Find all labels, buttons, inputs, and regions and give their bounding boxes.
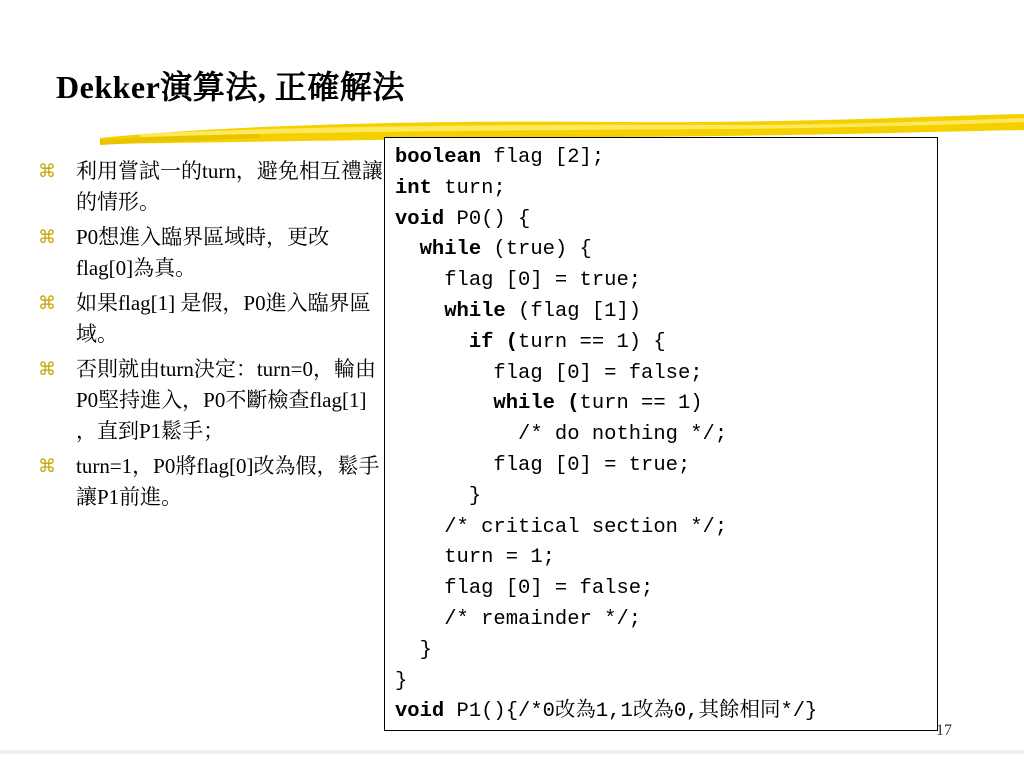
bullet-icon: ⌘	[38, 293, 56, 314]
code-keyword: while	[444, 299, 506, 323]
code-keyword: while (	[493, 392, 580, 416]
code-keyword: int	[395, 176, 432, 200]
code-line: }	[395, 669, 408, 693]
bullet-list	[38, 156, 383, 517]
code-line: while (true) {	[419, 238, 592, 262]
code-keyword: while	[419, 238, 482, 262]
code-line: }	[468, 484, 482, 508]
code-block	[384, 137, 938, 731]
code-line: int turn;	[395, 176, 506, 200]
bullet-item	[38, 156, 383, 218]
code-line: flag [0] = false;	[444, 577, 654, 601]
slide-title: Dekker演算法, 正確解法	[56, 69, 405, 105]
bullet-item	[38, 288, 383, 350]
code-line: turn = 1;	[444, 546, 555, 570]
code-line: /* critical section */;	[444, 515, 728, 539]
footer-divider	[0, 750, 1024, 754]
bullet-item	[38, 451, 383, 513]
code-line: flag [0] = true;	[444, 269, 642, 293]
bullet-icon: ⌘	[38, 456, 56, 477]
bullet-item	[38, 354, 383, 447]
code-line: flag [0] = true;	[493, 453, 691, 477]
code-line: while (flag [1])	[444, 299, 642, 323]
bullet-text: 如果flag[1] 是假，P0進入臨界區域。	[76, 291, 371, 346]
bullet-item	[38, 222, 383, 284]
page-number: 17	[936, 722, 952, 739]
code-keyword: boolean	[395, 146, 482, 169]
code-line: if (turn == 1) {	[468, 330, 666, 354]
bullet-text: 否則就由turn決定：turn=0，輪由P0堅持進入，P0不斷檢查flag[1] ，直到P1鬆手；	[76, 357, 376, 443]
code-line: void P1(){/*0改為1,1改為0,其餘相同*/}	[395, 700, 818, 724]
code-keyword: void	[395, 700, 445, 724]
code-line: while (turn == 1)	[493, 392, 703, 416]
bullet-icon: ⌘	[38, 227, 56, 248]
code-line: }	[419, 638, 432, 662]
code-line: /* remainder */;	[444, 607, 642, 631]
code-keyword: if (	[468, 330, 519, 354]
bullet-text: 利用嘗試一的turn，避免相互禮讓的情形。	[76, 159, 383, 214]
code-line: boolean flag [2];	[395, 146, 605, 169]
code-line: void P0() {	[395, 207, 531, 231]
bullet-icon: ⌘	[38, 359, 56, 380]
code-line: /* do nothing */;	[518, 423, 728, 447]
bullet-icon: ⌘	[38, 161, 56, 182]
bullet-text: P0想進入臨界區域時，更改flag[0]為真。	[76, 225, 330, 280]
bullet-text: turn=1，P0將flag[0]改為假，鬆手讓P1前進。	[76, 454, 380, 509]
code-keyword: void	[395, 207, 445, 231]
code-line: flag [0] = false;	[493, 361, 703, 385]
